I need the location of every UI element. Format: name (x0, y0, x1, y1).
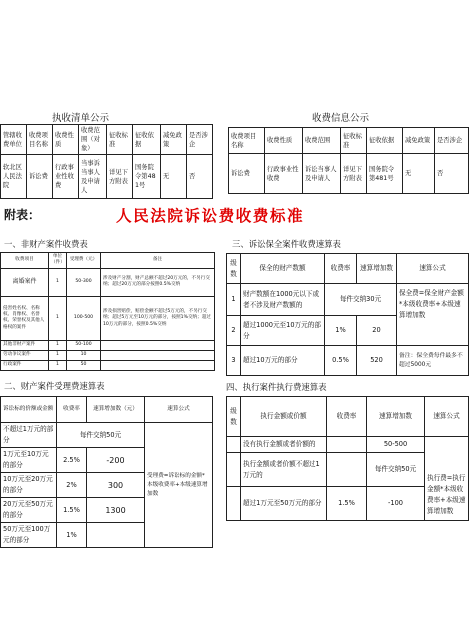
table-row (229, 154, 469, 194)
cell (101, 360, 215, 370)
header-cell: 速算增加数 (357, 254, 397, 284)
cell: 100-500 (67, 296, 101, 340)
cell: 1 (49, 340, 67, 350)
cell: 1300 (87, 498, 145, 523)
cell: 1% (325, 316, 357, 346)
header-cell: 收费项目 (1, 253, 49, 269)
section-1-title: 一、非财产案件收费表 (4, 239, 88, 249)
header-cell: 保全的财产数额 (241, 254, 325, 284)
header-cell: 收费率 (57, 397, 87, 423)
header-cell: 收费项目名称 (27, 125, 53, 155)
header-cell: 收费性质 (265, 128, 303, 154)
cell: 2 (227, 316, 241, 346)
table-row (227, 346, 469, 376)
cell: 50-500 (367, 437, 425, 453)
table-header-row (1, 125, 213, 155)
header-cell: 是否涉企 (187, 125, 213, 155)
table-row (1, 155, 213, 199)
cell: 涉及损害赔偿，赔偿金额不超过5万元的，不另行交纳；超过5万元至10万元的部分，按照1%交纳；超过10万元的部分，按照0.5%交纳 (101, 296, 215, 340)
cell: 详见下方附表 (107, 155, 133, 199)
left-notice-title: 执收清单公示 (52, 113, 110, 124)
cell: 1 (49, 360, 67, 370)
table-row (1, 360, 215, 370)
header-cell: 收费率 (325, 254, 357, 284)
property-fee-table (0, 396, 213, 548)
section-4-title: 四、执行案件执行费速算表 (226, 382, 327, 392)
cell: 1% (57, 523, 87, 548)
cell (327, 453, 367, 487)
right-notice-title: 收费信息公示 (312, 113, 370, 124)
header-cell: 征收标准 (107, 125, 133, 155)
preservation-fee-table (226, 253, 469, 376)
cell: 执行金额或者价额不超过1万元的 (241, 453, 327, 487)
header-cell: 是否涉企 (435, 128, 469, 154)
cell: 1 (49, 268, 67, 296)
formula-cell: 执行费=执行金额*本级收费率+本级速算增加数 (425, 437, 469, 521)
table-row (1, 350, 215, 360)
header-cell: 征收依据 (133, 125, 161, 155)
cell (87, 523, 145, 548)
cell: 涉及财产分割，财产总额不超过20万元的，不另行交纳；超过20万元的部分按照0.5%交纳 (101, 268, 215, 296)
header-cell: 单位（件） (49, 253, 67, 269)
cell: 其他非财产案件 (1, 340, 49, 350)
cell: 超过1000元至10万元的部分 (241, 316, 325, 346)
execution-fee-table (226, 396, 469, 521)
table-row (227, 284, 469, 316)
header-cell: 征收依据 (367, 128, 403, 154)
cell: 行政事业性收费 (53, 155, 79, 199)
cell: 超过10万元的部分 (241, 346, 325, 376)
header-cell: 级数 (227, 254, 241, 284)
section-2-title: 二、财产案件受理费速算表 (4, 381, 105, 391)
header-cell: 收费性质 (53, 125, 79, 155)
header-cell: 备注 (101, 253, 215, 269)
fee-info-table (228, 127, 469, 194)
cell: 1.5% (57, 498, 87, 523)
cell: 诉讼费 (229, 154, 265, 194)
header-cell: 减免政策 (403, 128, 435, 154)
header-cell: 速算增加数（元） (87, 397, 145, 423)
table-row (1, 296, 215, 340)
cell: 10 (67, 350, 101, 360)
cell: 50-300 (67, 268, 101, 296)
header-cell: 减免政策 (161, 125, 187, 155)
main-title: 人民法院诉讼费收费标准 (116, 207, 305, 225)
non-property-fee-table (0, 252, 215, 371)
cell: 国务院令第481号 (367, 154, 403, 194)
section-3-title: 三、诉讼保全案件收费速算表 (232, 239, 341, 249)
cell: 否 (187, 155, 213, 199)
cell: 软北区人民法院 (1, 155, 27, 199)
attachment-label: 附表： (4, 208, 41, 222)
cell: 每件交纳30元 (325, 284, 397, 316)
cell: 300 (87, 473, 145, 498)
cell: 50万元至100万元的部分 (1, 523, 57, 548)
header-cell: 收费范围 (303, 128, 341, 154)
cell: 无 (161, 155, 187, 199)
cell: 否 (435, 154, 469, 194)
cell (327, 437, 367, 453)
cell: 离婚案件 (1, 268, 49, 296)
table-row (1, 340, 215, 350)
header-cell: 收费范围（对象） (79, 125, 107, 155)
formula-cell: 保全费=保全财产金额*本级收费率+本级速算增加数 (397, 284, 469, 346)
header-cell: 速算公式 (145, 397, 213, 423)
cell: 50 (67, 360, 101, 370)
cell: 1 (227, 284, 241, 316)
cell: 0.5% (325, 346, 357, 376)
cell: 20万元至50万元的部分 (1, 498, 57, 523)
cell: 1.5% (327, 487, 367, 521)
cell: 2.5% (57, 448, 87, 473)
header-cell: 速算公式 (425, 397, 469, 437)
cell: 国务院令第481号 (133, 155, 161, 199)
table-row (227, 437, 469, 453)
table-row (1, 268, 215, 296)
cell: 诉讼费 (27, 155, 53, 199)
header-cell: 速算公式 (397, 254, 469, 284)
cell: 2% (57, 473, 87, 498)
header-cell: 收费率 (327, 397, 367, 437)
header-cell: 征收标准 (341, 128, 367, 154)
cell (101, 340, 215, 350)
header-cell: 级数 (227, 397, 241, 437)
cell: 超过1万元至50万元的部分 (241, 487, 327, 521)
cell: 1 (49, 296, 67, 340)
table-row (1, 423, 213, 448)
note-cell: 备注：保全费每件最多不超过5000元 (397, 346, 469, 376)
cell: 诉讼当事人及申请人 (303, 154, 341, 194)
formula-cell: 受理费=诉讼标的金额*本级收费率+本级速算增加数 (145, 423, 213, 548)
cell: 10万元至20万元的部分 (1, 473, 57, 498)
cell: 每件交纳50元 (57, 423, 145, 448)
header-cell: 速算增加数 (367, 397, 425, 437)
cell (101, 350, 215, 360)
cell: 劳动争议案件 (1, 350, 49, 360)
cell (227, 487, 241, 521)
header-cell: 管辖收费单位 (1, 125, 27, 155)
cell: 没有执行金额或者价额的 (241, 437, 327, 453)
cell: -100 (367, 487, 425, 521)
cell: 行政案件 (1, 360, 49, 370)
cell: 侵害姓名权、名称权、肖像权、名誉权、荣誉权及其他人格权的案件 (1, 296, 49, 340)
header-cell: 收费项目名称 (229, 128, 265, 154)
cell: 1 (49, 350, 67, 360)
cell: 1万元至10万元的部分 (1, 448, 57, 473)
cell (227, 453, 241, 487)
cell: 详见下方附表 (341, 154, 367, 194)
header-cell: 执行金额或价额 (241, 397, 327, 437)
cell: 20 (357, 316, 397, 346)
cell: 3 (227, 346, 241, 376)
cell: 50-100 (67, 340, 101, 350)
cell: 行政事业性收费 (265, 154, 303, 194)
cell: 不超过1万元的部分 (1, 423, 57, 448)
table-header-row (227, 254, 469, 284)
header-cell: 受理费（元） (67, 253, 101, 269)
header-cell: 诉讼标的价额或金额 (1, 397, 57, 423)
cell: -200 (87, 448, 145, 473)
cell: 520 (357, 346, 397, 376)
cell (227, 437, 241, 453)
table-header-row (1, 253, 215, 269)
table-header-row (227, 397, 469, 437)
cell: 每件交纳50元 (367, 453, 425, 487)
cell: 当事诉当事人及申请人 (79, 155, 107, 199)
table-header-row (229, 128, 469, 154)
table-header-row (1, 397, 213, 423)
fee-list-table (0, 124, 213, 199)
cell: 无 (403, 154, 435, 194)
cell: 财产数额在1000元以下或者不涉及财产数额的 (241, 284, 325, 316)
